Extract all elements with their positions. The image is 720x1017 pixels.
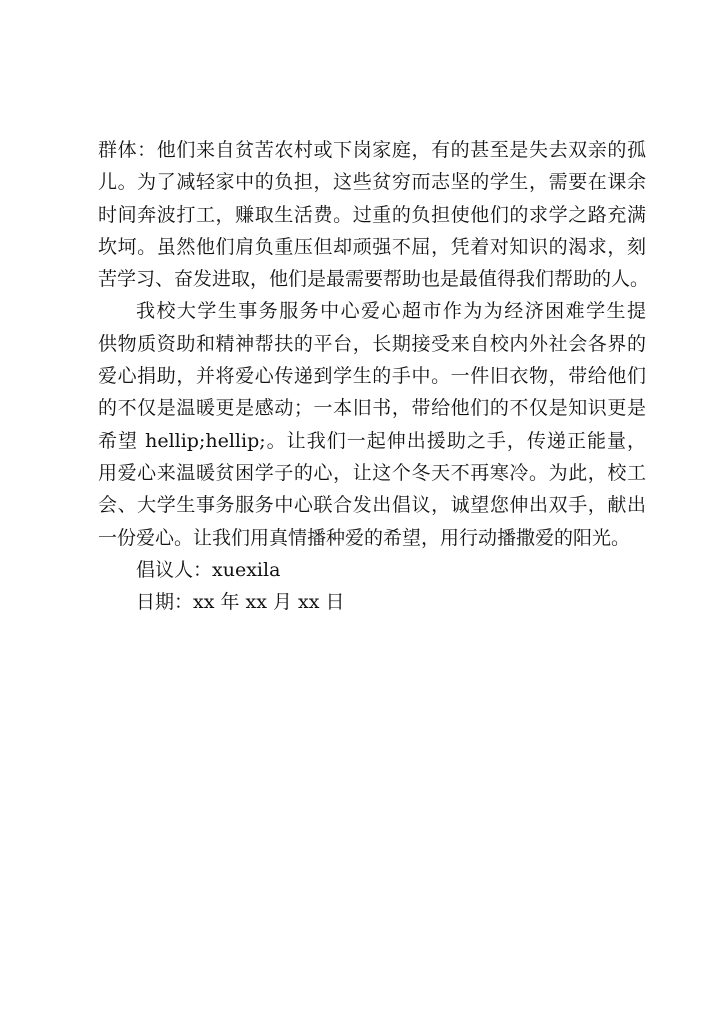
paragraph-1-line: 坎坷。虽然他们肩负重压但却顽强不屈，凭着对知识的渴求，刻 bbox=[98, 235, 646, 258]
date-line: 日期：xx 年 xx 月 xx 日 bbox=[136, 591, 345, 614]
paragraph-1-line: 时间奔波打工，赚取生活费。过重的负担使他们的求学之路充满 bbox=[98, 203, 646, 226]
document-body bbox=[98, 134, 650, 618]
initiator-line: 倡议人：xuexila bbox=[136, 558, 281, 581]
paragraph-2-line: 会、大学生事务服务中心联合发出倡议，诚望您伸出双手，献出 bbox=[98, 494, 646, 517]
paragraph-1-line: 苦学习、奋发进取，他们是最需要帮助也是最值得我们帮助的人。 bbox=[98, 268, 650, 291]
paragraph-2-line: 我校大学生事务服务中心爱心超市作为为经济困难学生提 bbox=[136, 300, 646, 323]
paragraph-1-line: 儿。为了减轻家中的负担，这些贫穷而志坚的学生，需要在课余 bbox=[98, 171, 646, 194]
paragraph-2-line: 供物质资助和精神帮扶的平台，长期接受来自校内外社会各界的 bbox=[98, 332, 646, 355]
signature-block bbox=[98, 554, 646, 619]
paragraph-2 bbox=[98, 295, 646, 553]
paragraph-2-line: 用爱心来温暖贫困学子的心，让这个冬天不再寒冷。为此，校工 bbox=[98, 461, 646, 484]
paragraph-1 bbox=[98, 134, 650, 295]
paragraph-2-line: 一份爱心。让我们用真情播种爱的希望，用行动播撒爱的阳光。 bbox=[98, 526, 631, 549]
paragraph-2-line: 爱心捐助，并将爱心传递到学生的手中。一件旧衣物，带给他们 bbox=[98, 365, 646, 388]
paragraph-2-line: 的不仅是温暖更是感动；一本旧书，带给他们的不仅是知识更是 bbox=[98, 397, 646, 420]
paragraph-1-line: 群体：他们来自贫苦农村或下岗家庭，有的甚至是失去双亲的孤 bbox=[98, 139, 646, 161]
paragraph-2-line: 希望 hellip;hellip;。让我们一起伸出援助之手，传递正能量， bbox=[98, 429, 646, 452]
